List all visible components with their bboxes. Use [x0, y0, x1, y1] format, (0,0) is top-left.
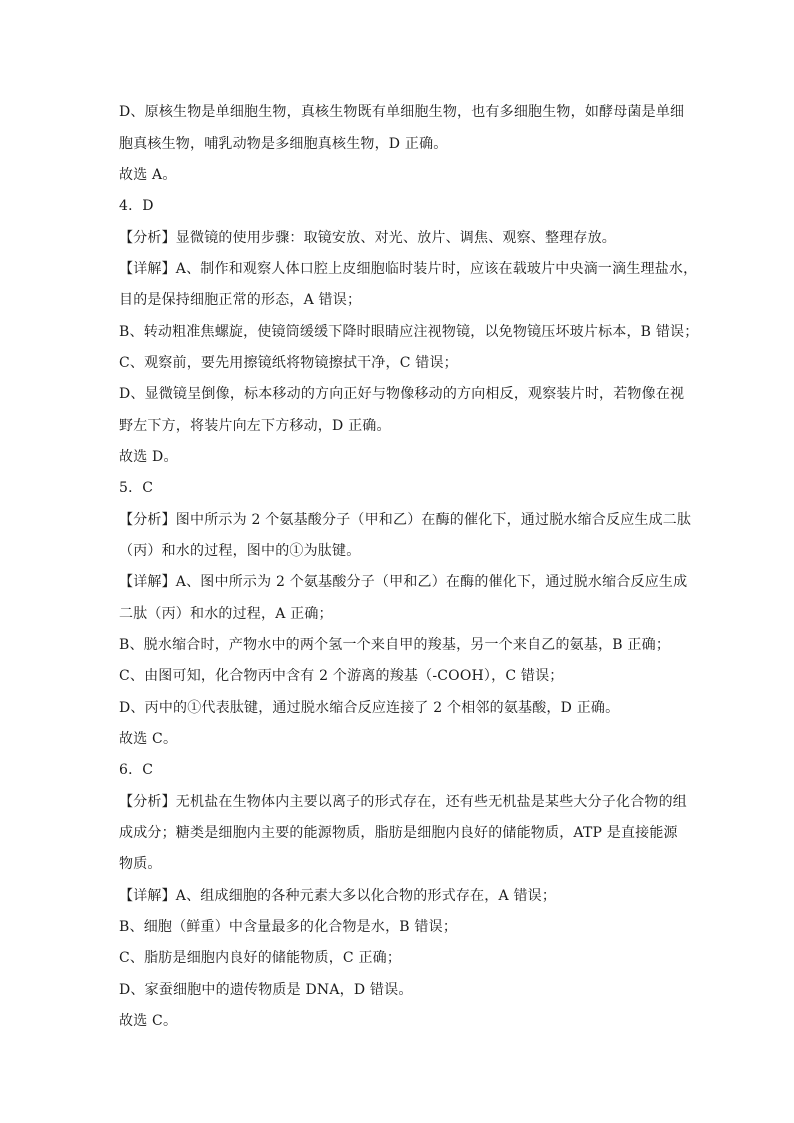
- text-line: 胞真核生物，哺乳动物是多细胞真核生物，D 正确。: [119, 136, 448, 152]
- analysis-line: 【分析】无机盐在生物体内主要以离子的形式存在，还有些无机盐是某些大分子化合物的组: [119, 794, 687, 810]
- text-line: 故选 D。: [119, 449, 178, 465]
- text-line: 目的是保持细胞正常的形态，A 错误；: [119, 292, 362, 308]
- text-line: C、脂肪是细胞内良好的储能物质，C 正确；: [119, 950, 402, 966]
- text-line: D、家蚕细胞中的遗传物质是 DNA，D 错误。: [119, 982, 413, 998]
- question-number: 5．C: [119, 480, 154, 496]
- text-line: 故选 C。: [119, 1013, 178, 1029]
- detail-line: 【详解】A、组成细胞的各种元素大多以化合物的形式存在，A 错误；: [119, 888, 557, 904]
- detail-line: 【详解】A、制作和观察人体口腔上皮细胞临时装片时，应该在载玻片中央滴一滴生理盐水，: [119, 261, 698, 277]
- text-line: B、细胞（鲜重）中含量最多的化合物是水，B 错误；: [119, 919, 458, 935]
- question-number: 4．D: [119, 198, 154, 214]
- text-line: D、丙中的①代表肽键，通过脱水缩合反应连接了 2 个相邻的氨基酸，D 正确。: [119, 700, 620, 716]
- analysis-line: 【分析】图中所示为 2 个氨基酸分子（甲和乙）在酶的催化下，通过脱水缩合反应生成二肽: [119, 512, 692, 528]
- text-line: 故选 C。: [119, 731, 178, 747]
- text-line: B、转动粗准焦螺旋，使镜筒缓缓下降时眼睛应注视物镜，以免物镜压坏玻片标本，B 错误；: [119, 324, 699, 340]
- text-line: C、由图可知，化合物丙中含有 2 个游离的羧基（-COOH），C 错误；: [119, 668, 564, 684]
- question-number: 6．C: [119, 762, 154, 778]
- text-line: （丙）和水的过程，图中的①为肽键。: [119, 543, 361, 559]
- text-line: D、显微镜呈倒像，标本移动的方向正好与物像移动的方向相反，观察装片时，若物像在视: [119, 386, 685, 402]
- text-line: 野左下方，将装片向左下方移动，D 正确。: [119, 418, 391, 434]
- text-line: C、观察前，要先用擦镜纸将物镜擦拭干净，C 错误；: [119, 355, 458, 371]
- text-line: 物质。: [119, 856, 162, 872]
- analysis-line: 【分析】显微镜的使用步骤：取镜安放、对光、放片、调焦、观察、整理存放。: [119, 230, 616, 246]
- text-line: 故选 A。: [119, 167, 177, 183]
- text-line: 二肽（丙）和水的过程，A 正确；: [119, 606, 333, 622]
- text-line: D、原核生物是单细胞生物，真核生物既有单细胞生物，也有多细胞生物，如酵母菌是单细: [119, 104, 685, 120]
- detail-line: 【详解】A、图中所示为 2 个氨基酸分子（甲和乙）在酶的催化下，通过脱水缩合反应生成: [119, 574, 688, 590]
- text-line: B、脱水缩合时，产物水中的两个氢一个来自甲的羧基，另一个来自乙的氨基，B 正确；: [119, 637, 671, 653]
- text-line: 成成分；糖类是细胞内主要的能源物质，脂肪是细胞内良好的储能物质，ATP 是直接能源: [119, 825, 678, 841]
